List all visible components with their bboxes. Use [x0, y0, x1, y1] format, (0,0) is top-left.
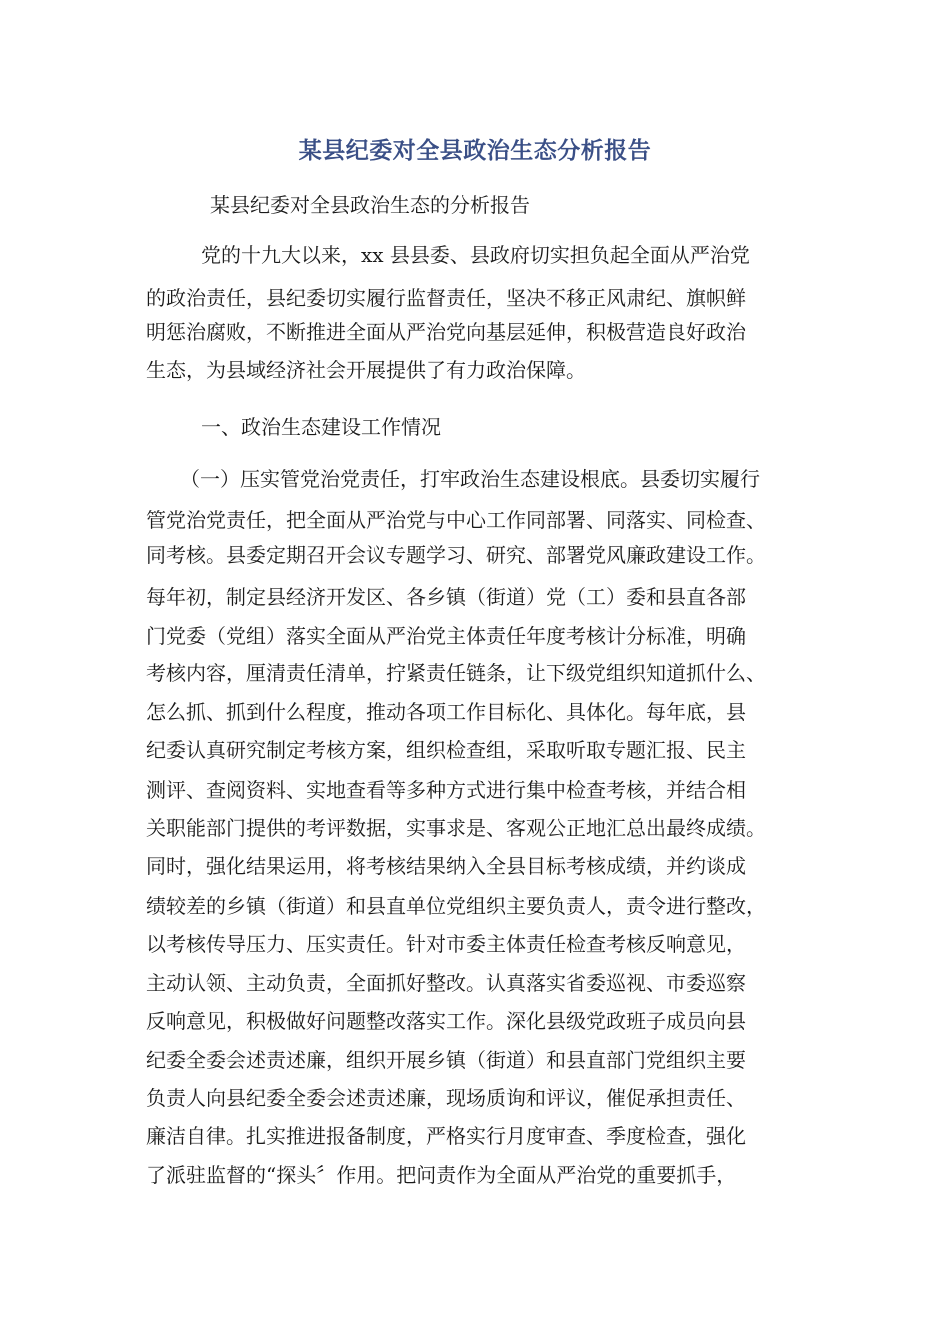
section-heading: 一、政治生态建设工作情况 [201, 415, 441, 439]
paragraph-line: 同时，强化结果运用，将考核结果纳入全县目标考核成绩，并约谈成 [146, 854, 746, 878]
paragraph-line: 生态，为县域经济社会开展提供了有力政治保障。 [146, 358, 586, 382]
paragraph-line: 负责人向县纪委全委会述责述廉，现场质询和评议，催促承担责任、 [146, 1086, 746, 1110]
paragraph-line: 每年初，制定县经济开发区、各乡镇（街道）党（工）委和县直各部 [146, 585, 746, 609]
paragraph-line: 了派驻监督的“探头〞作用。把问责作为全面从严治党的重要抓手， [146, 1163, 737, 1187]
document-title: 某县纪委对全县政治生态分析报告 [298, 138, 652, 164]
paragraph-line: 门党委（党组）落实全面从严治党主体责任年度考核计分标准，明确 [146, 624, 746, 648]
paragraph-line: 同考核。县委定期召开会议专题学习、研究、部署党风廉政建设工作。 [146, 543, 766, 567]
paragraph-line: 考核内容，厘清责任清单，拧紧责任链条，让下级党组织知道抓什么、 [146, 661, 766, 685]
paragraph-line: 绩较差的乡镇（街道）和县直单位党组织主要负责人，责令进行整改， [146, 894, 766, 918]
paragraph-line: 纪委认真研究制定考核方案，组织检查组，采取听取专题汇报、民主 [146, 738, 746, 762]
paragraph-line: 纪委全委会述责述廉，组织开展乡镇（街道）和县直部门党组织主要 [146, 1048, 746, 1072]
paragraph-line: 测评、查阅资料、实地查看等多种方式进行集中检查考核，并结合相 [146, 778, 746, 802]
paragraph-line: 以考核传导压力、压实责任。针对市委主体责任检查考核反响意见， [146, 932, 746, 956]
paragraph-line: 主动认领、主动负责，全面抓好整改。认真落实省委巡视、市委巡察 [146, 971, 746, 995]
paragraph-line: （一）压实管党治党责任，打牢政治生态建设根底。县委切实履行 [180, 467, 760, 491]
paragraph-line: 党的十九大以来，xx 县县委、县政府切实担负起全面从严治党 [201, 243, 750, 267]
paragraph-line: 的政治责任，县纪委切实履行监督责任，坚决不移正风肃纪、旗帜鲜 [146, 286, 746, 310]
paragraph-line: 明惩治腐败，不断推进全面从严治党向基层延伸，积极营造良好政治 [146, 320, 746, 344]
paragraph-line: 廉洁自律。扎实推进报备制度，严格实行月度审查、季度检查，强化 [146, 1124, 746, 1148]
paragraph-line: 管党治党责任，把全面从严治党与中心工作同部署、同落实、同检查、 [146, 508, 766, 532]
paragraph-line: 关职能部门提供的考评数据，实事求是、客观公正地汇总出最终成绩。 [146, 816, 766, 840]
paragraph-line: 反响意见，积极做好问题整改落实工作。深化县级党政班子成员向县 [146, 1009, 746, 1033]
document-subtitle: 某县纪委对全县政治生态的分析报告 [210, 193, 530, 217]
paragraph-line: 怎么抓、抓到什么程度，推动各项工作目标化、具体化。每年底，县 [146, 700, 746, 724]
